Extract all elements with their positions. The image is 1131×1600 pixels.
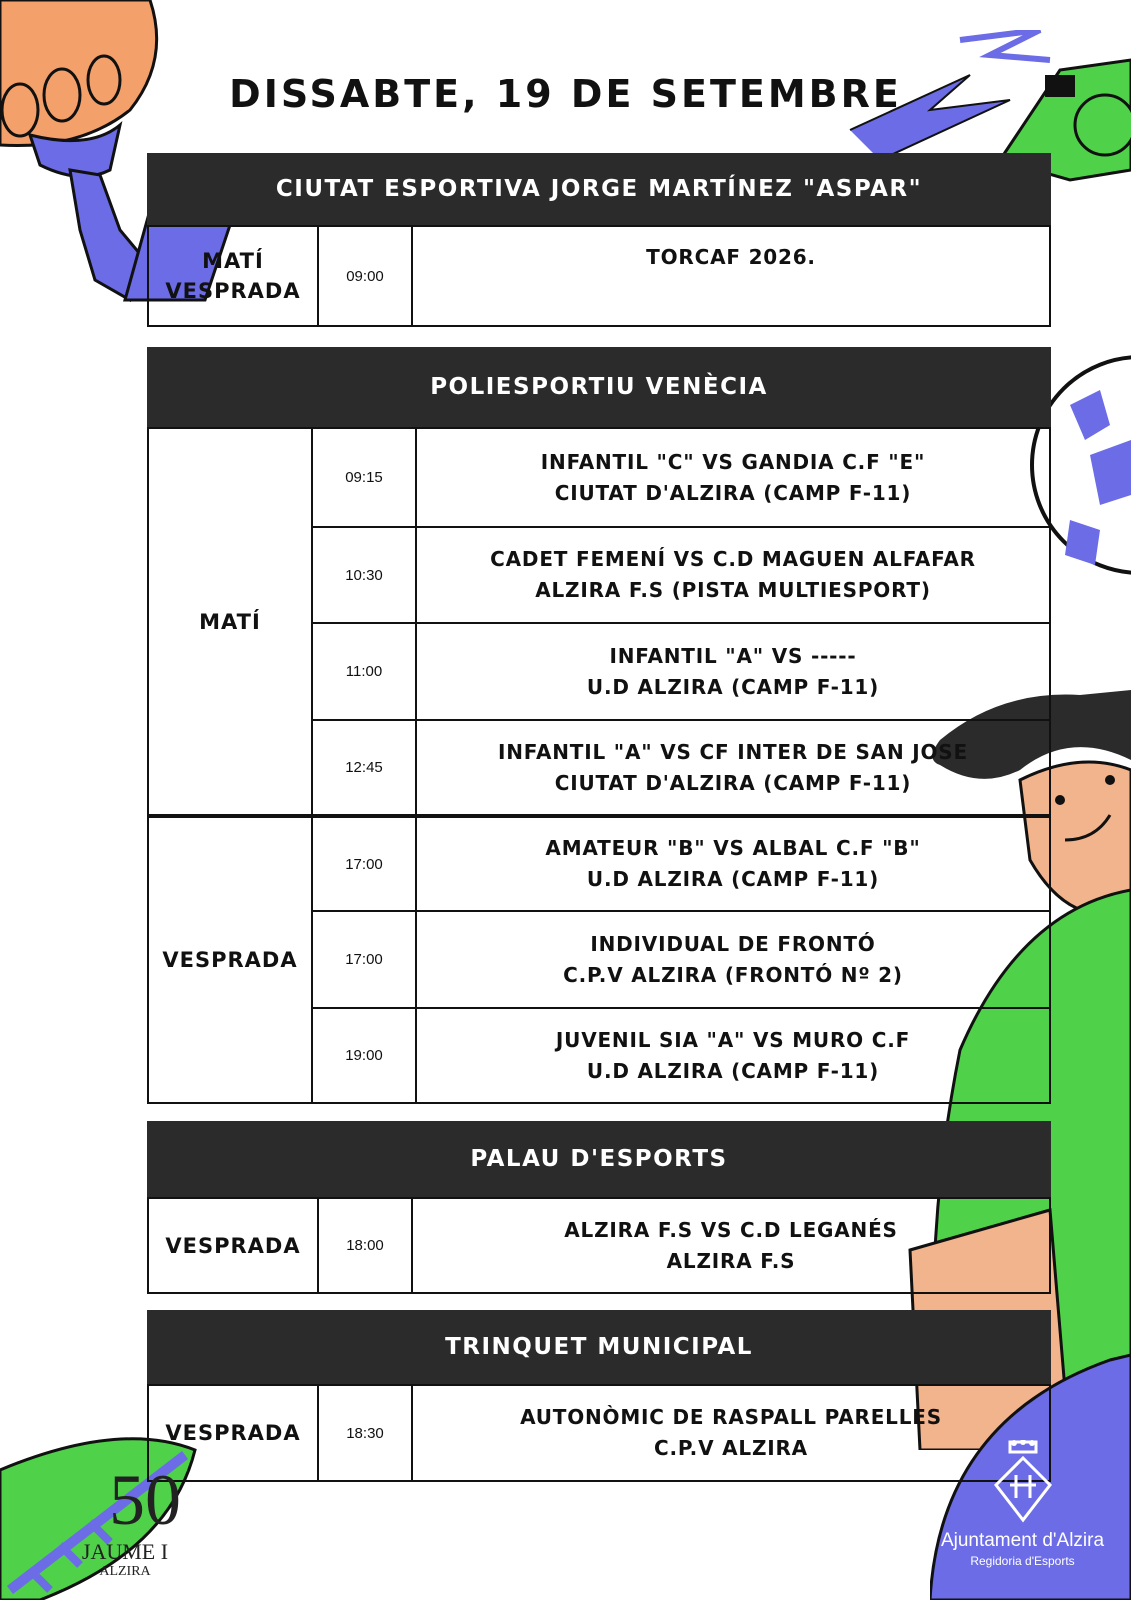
time-cell: 17:00 <box>345 951 383 968</box>
period-cell-vesprada: VESPRADA <box>162 948 298 972</box>
venue-name: TRINQUET MUNICIPAL <box>445 1334 753 1360</box>
event-location: U.D ALZIRA (CAMP F-11) <box>586 674 880 699</box>
event-title: CADET FEMENÍ VS C.D MAGUEN ALFAFAR <box>490 547 976 571</box>
venue-header-palau-esports <box>147 1121 1051 1197</box>
event-title: INDIVIDUAL DE FRONTÓ <box>590 931 876 956</box>
time-cell: 17:00 <box>345 855 383 873</box>
venue-name: PALAU D'ESPORTS <box>470 1146 728 1172</box>
event-cell <box>417 721 1049 814</box>
council-department: Regidoria d'Esports <box>970 1554 1075 1568</box>
event-cell <box>413 239 1049 275</box>
council-name: Ajuntament d'Alzira <box>940 1530 1105 1551</box>
event-location: CIUTAT D'ALZIRA (CAMP F-11) <box>554 480 912 505</box>
event-title: AUTONÒMIC DE RASPALL PARELLES <box>520 1405 942 1429</box>
venue-name: CIUTAT ESPORTIVA JORGE MARTÍNEZ "ASPAR" <box>275 176 923 202</box>
page-title: DISSABTE, 19 DE SETEMBRE <box>229 72 902 116</box>
logo-number: 50 <box>109 1460 181 1540</box>
period-cell: VESPRADA <box>165 1421 301 1445</box>
venue-header-poliesportiu-venecia <box>147 347 1051 427</box>
event-title: ALZIRA F.S VS C.D LEGANÉS <box>564 1217 898 1242</box>
event-location: ALZIRA F.S <box>666 1248 796 1273</box>
event-title: INFANTIL "A" VS CF INTER DE SAN JOSE <box>498 739 968 764</box>
time-cell: 12:45 <box>345 759 383 776</box>
time-cell: 11:00 <box>345 663 383 680</box>
logo-name: JAUME I <box>81 1539 169 1564</box>
time-cell: 18:30 <box>346 1424 384 1442</box>
schedule-table-ciutat-esportiva <box>147 225 1051 327</box>
time-cell: 09:00 <box>346 267 384 285</box>
event-cell <box>417 624 1049 719</box>
event-title: INFANTIL "A" VS ----- <box>609 643 857 668</box>
event-location: C.P.V ALZIRA <box>654 1436 808 1460</box>
schedule-table-palau-esports <box>147 1197 1051 1294</box>
schedule-table-trinquet-municipal <box>147 1384 1051 1482</box>
time-cell: 18:00 <box>346 1237 384 1254</box>
logo-town: ALZIRA <box>99 1564 151 1579</box>
time-cell: 09:15 <box>345 469 383 486</box>
event-location: ALZIRA F.S (PISTA MULTIESPORT) <box>535 578 931 602</box>
period-cell: VESPRADA <box>165 1233 301 1258</box>
jaume-i-logo <box>40 1460 210 1590</box>
event-cell <box>417 528 1049 622</box>
schedule-table-poliesportiu-venecia <box>147 427 1051 1104</box>
coat-of-arms-icon <box>988 1440 1058 1525</box>
event-title: AMATEUR "B" VS ALBAL C.F "B" <box>545 836 921 860</box>
event-location: U.D ALZIRA (CAMP F-11) <box>586 867 880 891</box>
venue-name: POLIESPORTIU VENÈCIA <box>430 374 768 400</box>
venue-header-ciutat-esportiva <box>147 153 1051 225</box>
time-cell: 10:30 <box>345 566 383 584</box>
event-title: JUVENIL SIA "A" VS MURO C.F <box>555 1027 911 1052</box>
venue-header-trinquet-municipal <box>147 1310 1051 1384</box>
ajuntament-logo <box>920 1440 1125 1590</box>
event-location: C.P.V ALZIRA (FRONTÓ Nº 2) <box>563 962 903 987</box>
period-cell-mati: MATÍ <box>199 609 261 634</box>
event-title: INFANTIL "C" VS GANDIA C.F "E" <box>540 449 926 474</box>
time-cell: 19:00 <box>345 1047 383 1064</box>
event-cell <box>417 429 1049 526</box>
event-cell <box>417 818 1049 910</box>
event-title: TORCAF 2026. <box>646 244 816 269</box>
period-cell: MATÍ VESPRADA <box>165 249 301 303</box>
event-cell <box>417 912 1049 1007</box>
event-cell <box>413 1199 1049 1292</box>
event-location: U.D ALZIRA (CAMP F-11) <box>586 1058 880 1083</box>
event-location: CIUTAT D'ALZIRA (CAMP F-11) <box>554 770 912 795</box>
event-cell <box>417 1009 1049 1102</box>
